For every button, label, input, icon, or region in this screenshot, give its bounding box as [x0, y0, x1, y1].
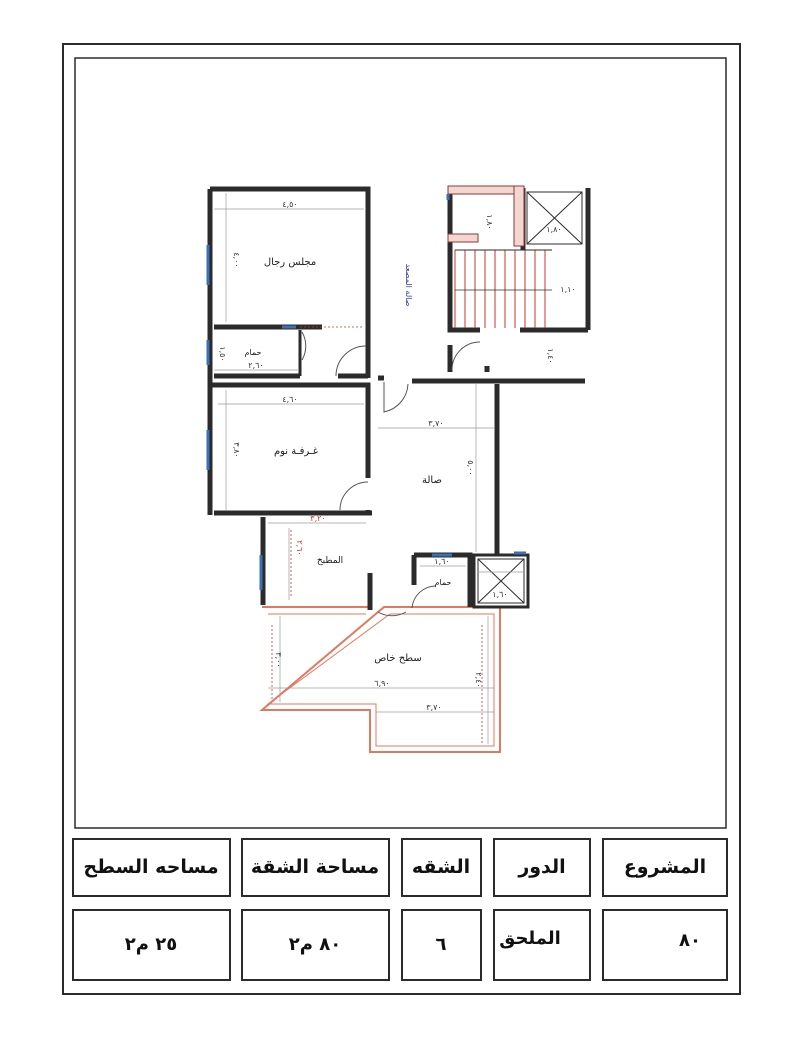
dimension-labels [218, 200, 576, 712]
room-label-bedroom: غـرفـة نوم [273, 446, 319, 457]
room-label-majlis: مجلس رجال [263, 257, 317, 268]
room-labels [245, 257, 452, 664]
header-roof-area: مساحه السطح [83, 856, 219, 878]
dim-label: ٤,٠٠ [232, 252, 241, 268]
dim-label: ١,٤٠ [546, 348, 555, 364]
value-floor: الملحق [499, 928, 561, 949]
value-roof-area: ٢٥ م٢ [124, 934, 178, 955]
dim-label: ٣,٨٠ [232, 442, 241, 458]
header-apartment: الشقه [411, 856, 471, 878]
door-swings [302, 332, 480, 616]
room-label-stair-hall: صالة المصعد [404, 263, 413, 307]
dim-label: ٣,٧٠ [426, 703, 442, 712]
dim-label: ٣,٧٠ [428, 419, 444, 428]
dim-label: ٢,٤٠ [474, 672, 483, 688]
value-apt-area: ٨٠ م٢ [288, 934, 342, 955]
room-label-terrace: سطح خاص [374, 653, 422, 664]
dim-label: ١,٨٠ [546, 225, 562, 234]
dim-label: ١,٦٠ [492, 590, 508, 599]
room-label-bath1: حمام [244, 348, 262, 357]
dim-label: ٤,٦٠ [282, 395, 298, 404]
dim-label: ٤,٥٠ [282, 200, 298, 209]
dim-label: ١,٥٠ [218, 346, 227, 362]
dim-label: ١,١٠ [560, 285, 576, 294]
table-text [83, 856, 706, 955]
stair-treads [455, 250, 552, 328]
floor-plan [208, 186, 588, 752]
value-apartment: ٦ [435, 934, 447, 955]
dim-label: ٢,٦٠ [295, 540, 304, 556]
room-label-kitchen: المطبخ [316, 556, 344, 566]
dim-label: ٦,٩٠ [374, 679, 390, 688]
value-cell-project [603, 910, 727, 980]
room-label-hall: صالة [422, 475, 442, 486]
inner-border [75, 58, 726, 828]
dim-label: ٣,٢٠ [310, 514, 326, 523]
header-floor: الدور [518, 856, 566, 878]
dim-label: ٢,٦٠ [248, 361, 264, 370]
elevator-shaft-top [527, 192, 582, 244]
dim-label: ٣,٠٠ [274, 652, 283, 668]
dim-label: ٥,٠٠ [466, 460, 475, 476]
walls [210, 188, 588, 610]
dim-label: ١,٨٠ [485, 214, 494, 230]
header-project: المشروع [623, 856, 707, 878]
dim-label: ١,٦٠ [434, 557, 450, 566]
header-apt-area: مساحة الشقة [250, 856, 380, 878]
room-label-bath2: حمام [434, 578, 452, 587]
value-project: ٨٠ [679, 930, 701, 951]
